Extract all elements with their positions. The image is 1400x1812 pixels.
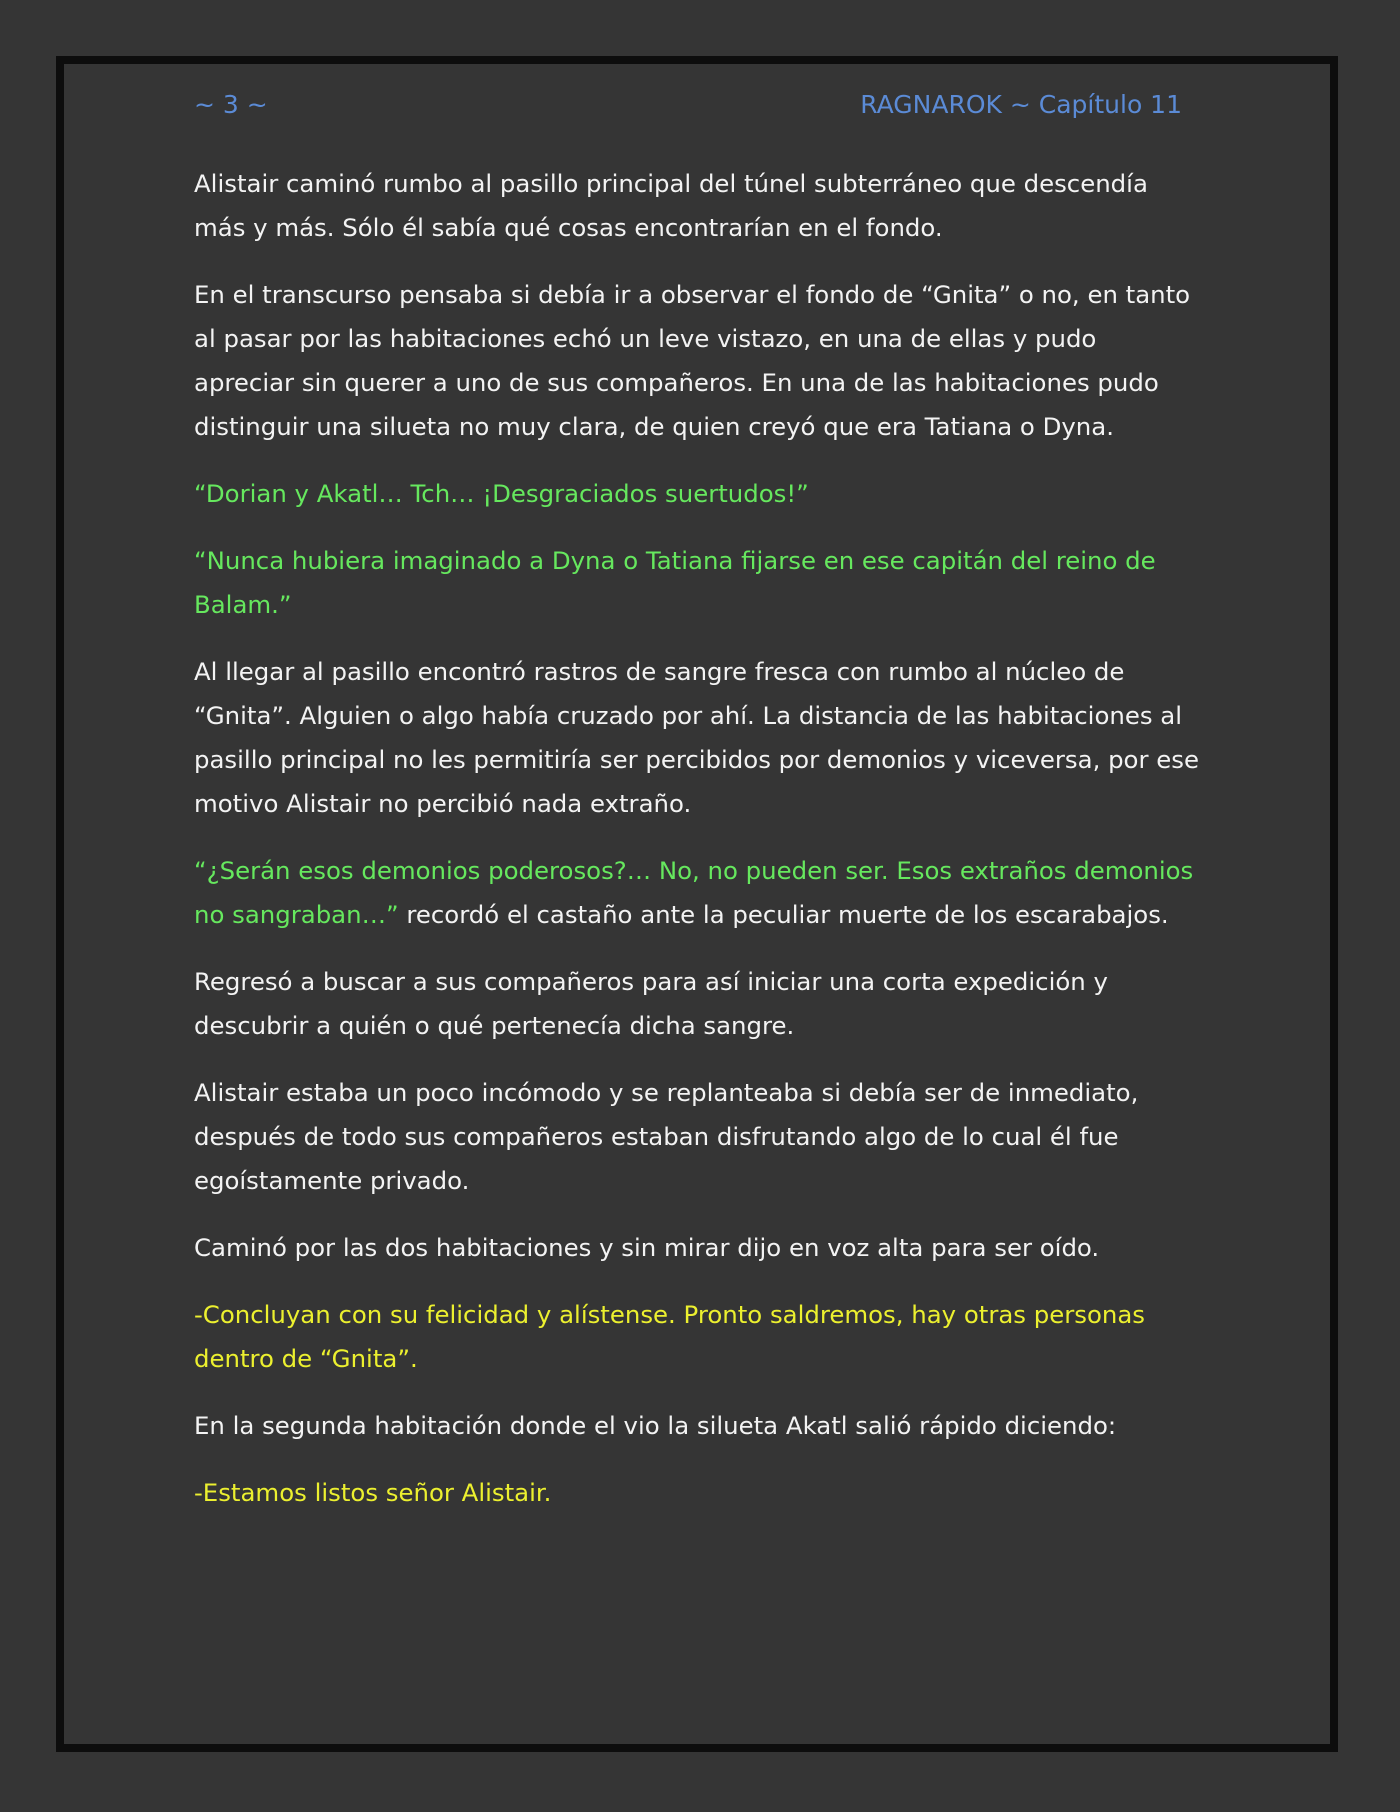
page-header — [194, 84, 1182, 124]
chapter-title: RAGNAROK ~ Capítulo 11 — [860, 89, 1182, 119]
paragraph-dialogue: -Concluyan con su felicidad y alístense. Pronto saldremos, hay otras personas dentro de “Gnita”. — [194, 1300, 1146, 1373]
paragraph-narration: Caminó por las dos habitaciones y sin mirar dijo en voz alta para ser oído. — [194, 1233, 1100, 1262]
paragraph-narration: Alistair caminó rumbo al pasillo principal del túnel subterráneo que descendía más y más. Sólo él sabía qué cosas encontrarían en el fondo. — [194, 169, 1148, 242]
chapter-text — [194, 162, 1204, 1538]
paragraph-narration: Alistair estaba un poco incómodo y se replanteaba si debía ser de inmediato, después de todo sus compañeros estaban disfrutando algo de lo cual él fue egoístamente privado. — [194, 1078, 1139, 1195]
paragraph-narration: Al llegar al pasillo encontró rastros de sangre fresca con rumbo al núcleo de “Gnita”. Alguien o algo había cruzado por ahí. La distancia de las habitaciones al pasillo principal no les permitiría ser percibidos por demonios y viceversa, por ese motivo Alistair no percibió nada extraño. — [194, 657, 1199, 818]
narration-text: recordó el castaño ante la peculiar muerte de los escarabajos. — [398, 900, 1169, 929]
paragraph-narration: En la segunda habitación donde el vio la silueta Akatl salió rápido diciendo: — [194, 1411, 1117, 1440]
paragraph-thought: “Nunca hubiera imaginado a Dyna o Tatiana fijarse en ese capitán del reino de Balam.” — [194, 546, 1156, 619]
paragraph-thought: “Dorian y Akatl… Tch… ¡Desgraciados suertudos!” — [194, 479, 809, 508]
paragraph-mixed — [194, 849, 1204, 937]
paragraph-narration: Regresó a buscar a sus compañeros para así iniciar una corta expedición y descubrir a quién o qué pertenecía dicha sangre. — [194, 967, 1108, 1040]
page-number: ~ 3 ~ — [194, 89, 268, 119]
paragraph-narration: En el transcurso pensaba si debía ir a observar el fondo de “Gnita” o no, en tanto al pasar por las habitaciones echó un leve vistazo, en una de ellas y pudo apreciar sin querer a uno de sus compañeros. En una de las habitaciones pudo distinguir una silueta no muy clara, de quien creyó que era Tatiana o Dyna. — [194, 280, 1191, 441]
thought-text: “¿Serán esos demonios poderosos?… No, no pueden ser. Esos extraños demonios no sangraban…” — [194, 856, 1194, 929]
paragraph-dialogue: -Estamos listos señor Alistair. — [194, 1478, 552, 1507]
